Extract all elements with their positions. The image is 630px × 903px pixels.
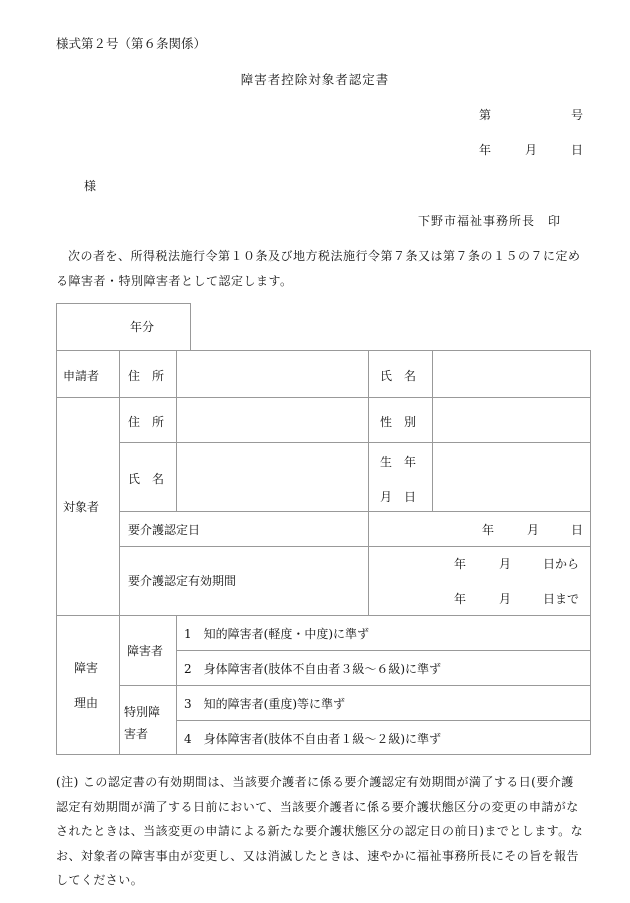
reason-option-1: 1 知的障害者(軽度・中度)に準ず <box>184 627 369 641</box>
form-number: 様式第２号（第６条関係） <box>56 36 207 51</box>
document-title: 障害者控除対象者認定書 <box>240 72 390 87</box>
special-label-2: 害者 <box>124 727 149 741</box>
reason-option-4: 4 身体障害者(肢体不自由者１級～２級)に準ず <box>184 732 441 746</box>
care-date-label: 要介護認定日 <box>128 523 201 537</box>
subject-name-label: 氏 名 <box>128 472 165 486</box>
subject-address-label: 住 所 <box>128 415 165 429</box>
disabled-label: 障害者 <box>127 644 164 658</box>
certification-statement: 次の者を、所得税法施行令第１０条及び地方税法施行令第７条又は第７条の１５の７に定める障害者・特別障害者として認定します。 <box>56 249 581 288</box>
care-date-month: 月 <box>527 523 540 537</box>
certificate-number <box>479 106 583 123</box>
date-year: 年 <box>479 143 492 157</box>
reason-option-2: 2 身体障害者(肢体不自由者３級～６級)に準ず <box>184 662 441 676</box>
validity-note: (注) この認定書の有効期間は、当該要介護者に係る要介護認定有効期間が満了する日(要介護認定有効期間が満了する日前において、当該要介護者に係る要介護状態区分の変更の申請がなされたときは、当該変更の申請による新たな要介護状態区分の認定日の前日)までとします。なお、対象者の障害事由が変更し、又は消滅したときは、速やかに福祉事務所長にその旨を報告してください。 <box>56 775 584 887</box>
issue-date <box>479 141 583 158</box>
period-start-month: 月 <box>499 557 512 571</box>
care-date-day: 日 <box>571 523 584 537</box>
reason-option-3: 3 知的障害者(重度)等に準ず <box>184 697 345 711</box>
period-end-suffix: 日まで <box>543 592 580 606</box>
number-suffix: 号 <box>570 108 583 122</box>
period-start-suffix: 日から <box>543 557 580 571</box>
period-end-month: 月 <box>499 592 512 606</box>
period-end-year: 年 <box>454 592 467 606</box>
reason-label-2: 理由 <box>74 696 99 710</box>
subject-sex-label: 性 別 <box>380 415 417 429</box>
applicant-label: 申請者 <box>63 369 100 383</box>
addressee-honorific: 様 <box>84 179 97 193</box>
issuer-name: 下野市福祉事務所長 印 <box>418 214 562 228</box>
birth-label-2: 月 日 <box>380 490 417 504</box>
special-label-1: 特別障 <box>124 705 161 719</box>
number-prefix: 第 <box>479 108 492 122</box>
year-box <box>56 303 191 351</box>
care-date-year: 年 <box>482 523 495 537</box>
applicant-address-label: 住 所 <box>128 369 165 383</box>
reason-label-1: 障害 <box>74 661 99 675</box>
applicant-name-label: 氏 名 <box>380 369 417 383</box>
date-day: 日 <box>570 143 583 157</box>
care-period-label: 要介護認定有効期間 <box>128 574 237 588</box>
year-label: 年分 <box>130 320 155 334</box>
subject-label: 対象者 <box>63 500 100 514</box>
period-start-year: 年 <box>454 557 467 571</box>
date-month: 月 <box>524 143 537 157</box>
birth-label-1: 生 年 <box>380 455 417 469</box>
